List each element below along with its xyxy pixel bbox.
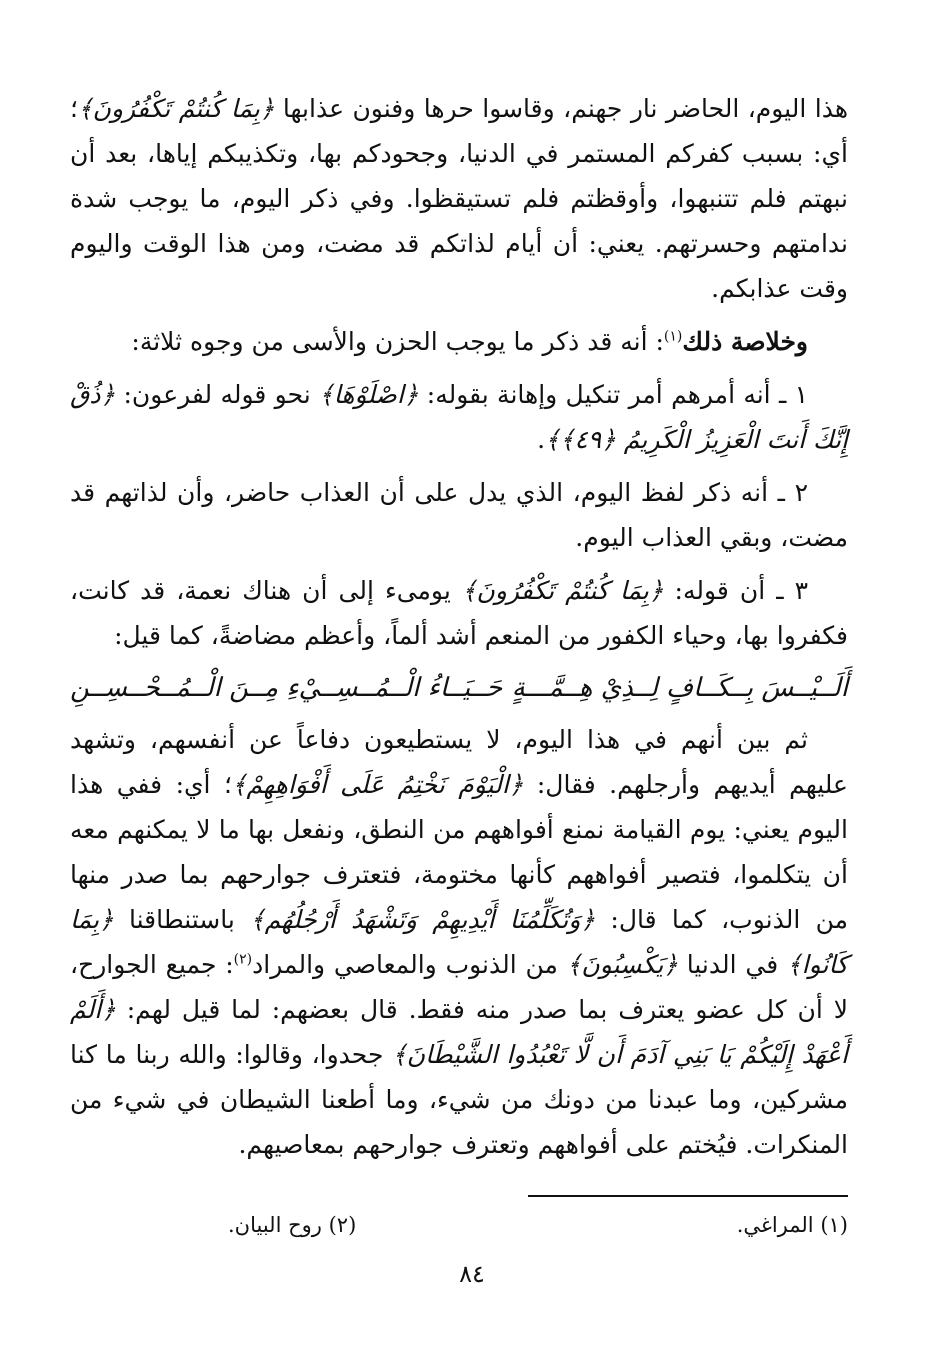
paragraph-1 — [70, 86, 848, 311]
point-3 — [70, 568, 848, 658]
text-run: . — [537, 425, 546, 454]
text-run: باستنطاقنا — [113, 905, 251, 934]
point-2: ٢ ـ أنه ذكر لفظ اليوم، الذي يدل على أن العذاب حاضر، وأن لذاتهم قد مضت، وبقي العذاب اليوم. — [70, 478, 848, 552]
quran-quote: ﴿بِمَا كُنتُمْ تَكْفُرُونَ﴾ — [77, 94, 275, 123]
text-run: ثم بين أنهم في هذا اليوم، لا يستطيعون دفاعاً عن أنفسهم، وتشهد عليهم أيديهم وأرجلهم. فقال: — [70, 725, 848, 799]
page-number: ٨٤ — [459, 1260, 485, 1288]
text-run: : جميع الجوارح، لا أن كل عضو يعترف بما صدر منه فقط. قال بعضهم: لما قيل لهم: — [70, 950, 848, 1024]
quran-quote: ﴿بِمَا كُنتُمْ تَكْفُرُونَ﴾ — [461, 576, 664, 605]
text-run: في الدنيا — [677, 950, 787, 979]
quran-quote: ﴿بِمَا كَانُوا﴾ — [70, 905, 848, 979]
paragraph-testimony — [70, 717, 848, 1167]
point-1 — [70, 372, 848, 462]
footnote-2: (٢) روح البيان. — [228, 1213, 357, 1237]
text-run: جحدوا، وقالوا: والله ربنا ما كنا مشركين، وما عبدنا من دونك من شيء، وما أطعنا الشيطان في شيء من المنكرات. فيُختم على أفواههم وتعترف جوارحهم بمعاصيهم. — [70, 1040, 848, 1159]
page-body — [70, 86, 848, 1175]
verse-second-hemistich: حَــيَــاءُ الْــمُــسِــيْءِ مِــنَ الْــمُــحْــسِــنِ — [70, 673, 503, 703]
quran-quote: ﴿أَلَمْ أَعْهَدْ إِلَيْكُمْ يَا بَنِي آدَمَ أَن لَّا تَعْبُدُوا الشَّيْطَانَ﴾ — [70, 995, 848, 1069]
text-run: نحو قوله لفرعون: — [115, 380, 319, 409]
footnote-divider — [528, 1195, 848, 1197]
text-run: يومىء إلى أن هناك نعمة، قد كانت، فكفروا بها، وحياء الكفور من المنعم أشد ألماً، وأعظم مضاضةً، كما قيل: — [70, 576, 848, 650]
text-run: ؛ أي: بسبب كفركم المستمر في الدنيا، وجحودكم بها، وتكذيبكم إياها، بعد أن نبهتم فلم تتنبهوا، وأوقظتم فلم تستيقظوا. وفي ذكر اليوم، ما يوجب شدة ندامتهم وحسرتهم. يعني: أن أيام لذاتكم قد مضت، ومن هذا الوقت واليوم وقت عذابكم. — [70, 94, 848, 303]
footnote-ref-2: (٢) — [233, 951, 253, 968]
verse-first-hemistich: أَلَــيْــسَ بِــكَــافٍ لِــذِيْ هِــمَّـــةٍ — [511, 673, 848, 703]
footnote-ref-1: (١) — [663, 328, 683, 345]
footnote-1: (١) المراغي. — [736, 1213, 848, 1237]
quran-quote: ﴿اصْلَوْهَا﴾ — [319, 380, 419, 409]
text-run: ١ ـ أنه أمرهم أمر تنكيل وإهانة بقوله: — [418, 380, 809, 409]
text-run: من الذنوب والمعاصي والمراد — [252, 950, 567, 979]
quran-quote: ﴿يَكْسِبُونَ﴾ — [566, 950, 678, 979]
quran-quote: ﴿الْيَوْمَ نَخْتِمُ عَلَى أَفْوَاهِهِمْ﴾ — [231, 770, 524, 799]
text-run: : أنه قد ذكر ما يوجب الحزن والأسى من وجوه ثلاثة: — [131, 327, 664, 356]
text-run: ٣ ـ أن قوله: — [663, 576, 808, 605]
quran-quote: ﴿وَتُكَلِّمُنَا أَيْدِيهِمْ وَتَشْهَدُ أَرْجُلُهُم﴾ — [250, 905, 596, 934]
poetry-verse — [70, 666, 848, 711]
paragraph-summary — [70, 319, 848, 364]
text-run: ؛ أي: ففي هذا اليوم يعني: يوم القيامة نمنع أفواههم من النطق، ونفعل بها ما لا يمكنهم معه أن يتكلموا، فتصير أفواههم كأنها مختومة، فتعترف جوارحهم بما صدر منها من الذنوب، كما قال: — [70, 770, 848, 934]
quran-quote: ﴿ذُقْ إِنَّكَ أَنتَ الْعَزِيزُ الْكَرِيمُ ﴿٤٩﴾﴾ — [70, 380, 848, 454]
text-run: هذا اليوم، الحاضر نار جهنم، وقاسوا حرها وفنون عذابها — [274, 94, 848, 123]
footnotes — [228, 1208, 848, 1242]
summary-heading: وخلاصة ذلك — [682, 327, 808, 356]
